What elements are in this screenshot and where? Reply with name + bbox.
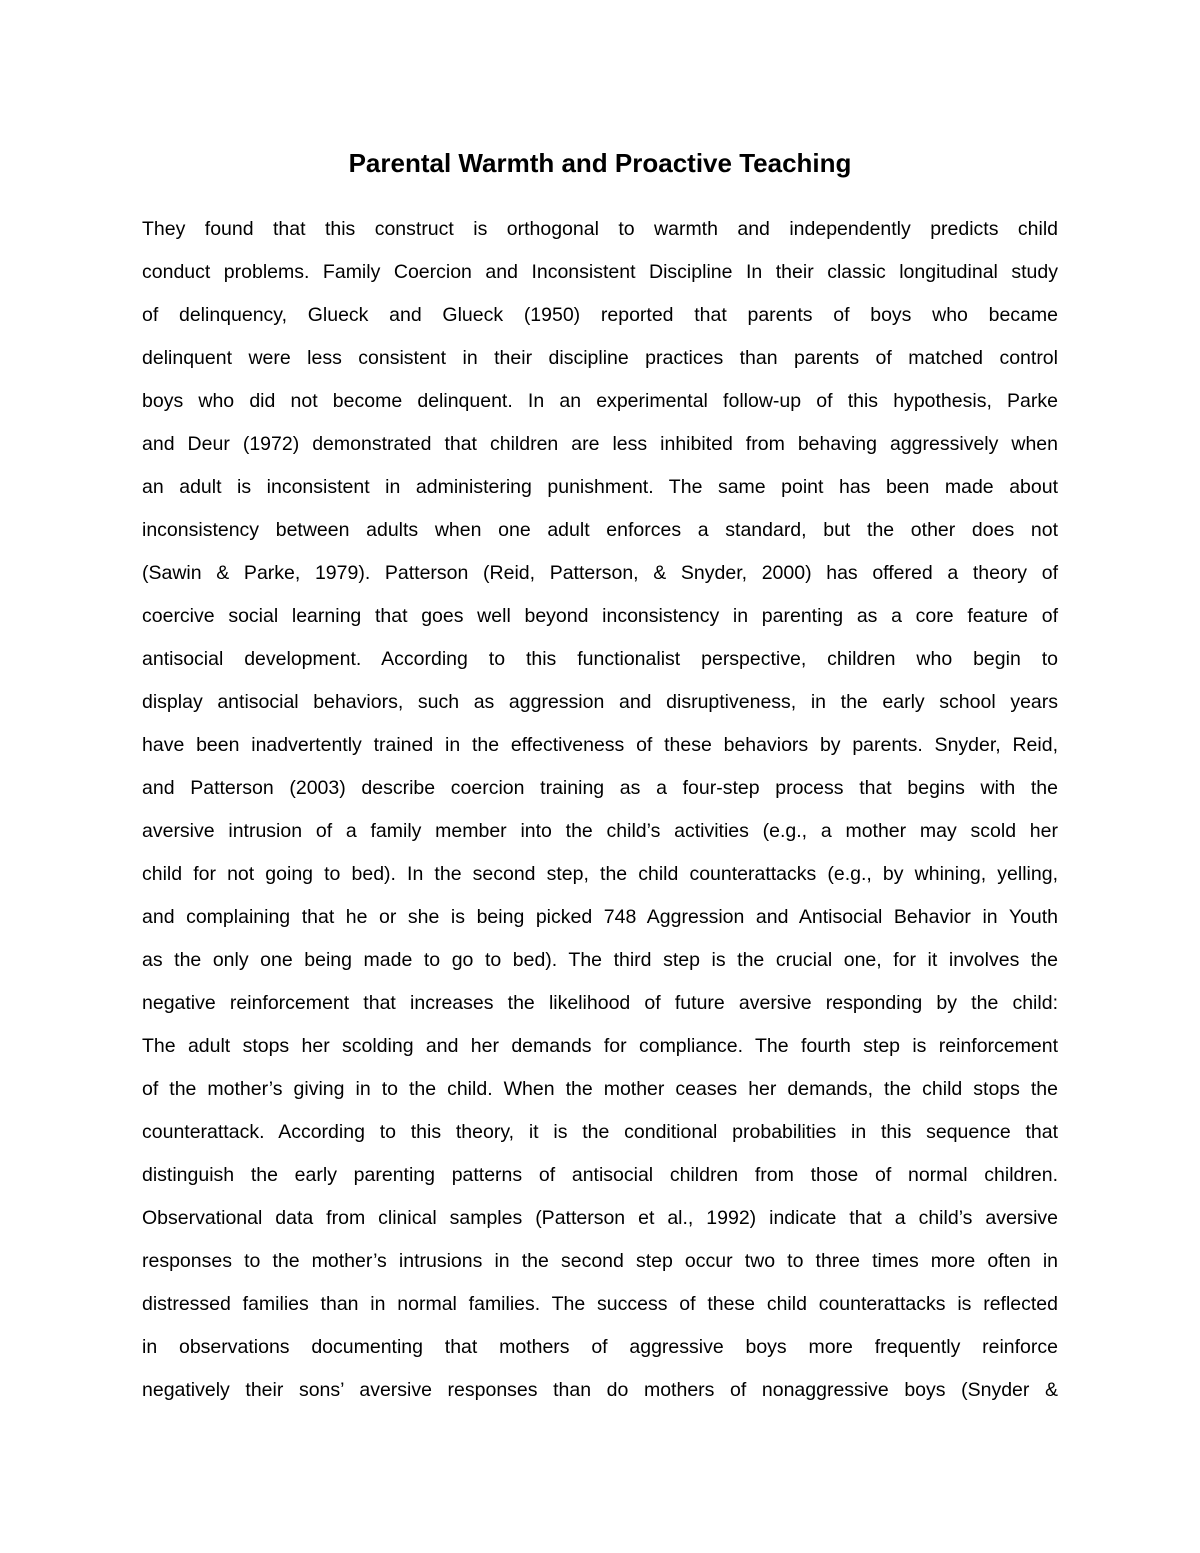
- document-title: Parental Warmth and Proactive Teaching: [348, 148, 852, 178]
- body-line: in observations documenting that mothers of aggressive boys more frequently reinforce: [142, 1336, 1058, 1358]
- body-line: child for not going to bed). In the second step, the child counterattacks (e.g., by whining, yelling,: [142, 863, 1058, 885]
- body-line: as the only one being made to go to bed). The third step is the crucial one, for it involves the: [142, 949, 1058, 971]
- body-line: display antisocial behaviors, such as aggression and disruptiveness, in the early school years: [142, 691, 1058, 713]
- body-line: an adult is inconsistent in administering punishment. The same point has been made about: [142, 476, 1058, 498]
- body-paragraph: [142, 208, 1058, 1412]
- body-line: boys who did not become delinquent. In an experimental follow-up of this hypothesis, Parke: [142, 390, 1058, 412]
- body-line: negative reinforcement that increases the likelihood of future aversive responding by the child:: [142, 992, 1058, 1014]
- body-line: inconsistency between adults when one adult enforces a standard, but the other does not: [142, 519, 1058, 541]
- body-line: responses to the mother’s intrusions in the second step occur two to three times more often in: [142, 1250, 1058, 1272]
- body-line: conduct problems. Family Coercion and Inconsistent Discipline In their classic longitudinal study: [142, 261, 1058, 283]
- body-line: distressed families than in normal families. The success of these child counterattacks is reflected: [142, 1293, 1058, 1315]
- body-line: antisocial development. According to this functionalist perspective, children who begin to: [142, 648, 1058, 670]
- body-line: The adult stops her scolding and her demands for compliance. The fourth step is reinforcement: [142, 1035, 1058, 1057]
- body-line: distinguish the early parenting patterns of antisocial children from those of normal children.: [142, 1164, 1058, 1186]
- body-line: of the mother’s giving in to the child. When the mother ceases her demands, the child stops the: [142, 1078, 1058, 1100]
- body-line: negatively their sons’ aversive responses than do mothers of nonaggressive boys (Snyder &: [142, 1379, 1058, 1401]
- body-line: They found that this construct is orthogonal to warmth and independently predicts child: [142, 218, 1058, 240]
- body-line: and Patterson (2003) describe coercion training as a four-step process that begins with the: [142, 777, 1058, 799]
- body-line: counterattack. According to this theory, it is the conditional probabilities in this sequence that: [142, 1121, 1058, 1143]
- body-line: delinquent were less consistent in their discipline practices than parents of matched control: [142, 347, 1058, 369]
- body-line: have been inadvertently trained in the effectiveness of these behaviors by parents. Snyder, Reid,: [142, 734, 1058, 756]
- body-line: and complaining that he or she is being picked 748 Aggression and Antisocial Behavior in Youth: [142, 906, 1058, 928]
- body-line: and Deur (1972) demonstrated that children are less inhibited from behaving aggressively when: [142, 433, 1058, 455]
- body-line: coercive social learning that goes well beyond inconsistency in parenting as a core feature of: [142, 605, 1058, 627]
- body-line: (Sawin & Parke, 1979). Patterson (Reid, Patterson, & Snyder, 2000) has offered a theory of: [142, 562, 1058, 584]
- body-line: of delinquency, Glueck and Glueck (1950) reported that parents of boys who became: [142, 304, 1058, 326]
- body-line: Observational data from clinical samples (Patterson et al., 1992) indicate that a child’s aversive: [142, 1207, 1058, 1229]
- body-line: aversive intrusion of a family member into the child’s activities (e.g., a mother may scold her: [142, 820, 1058, 842]
